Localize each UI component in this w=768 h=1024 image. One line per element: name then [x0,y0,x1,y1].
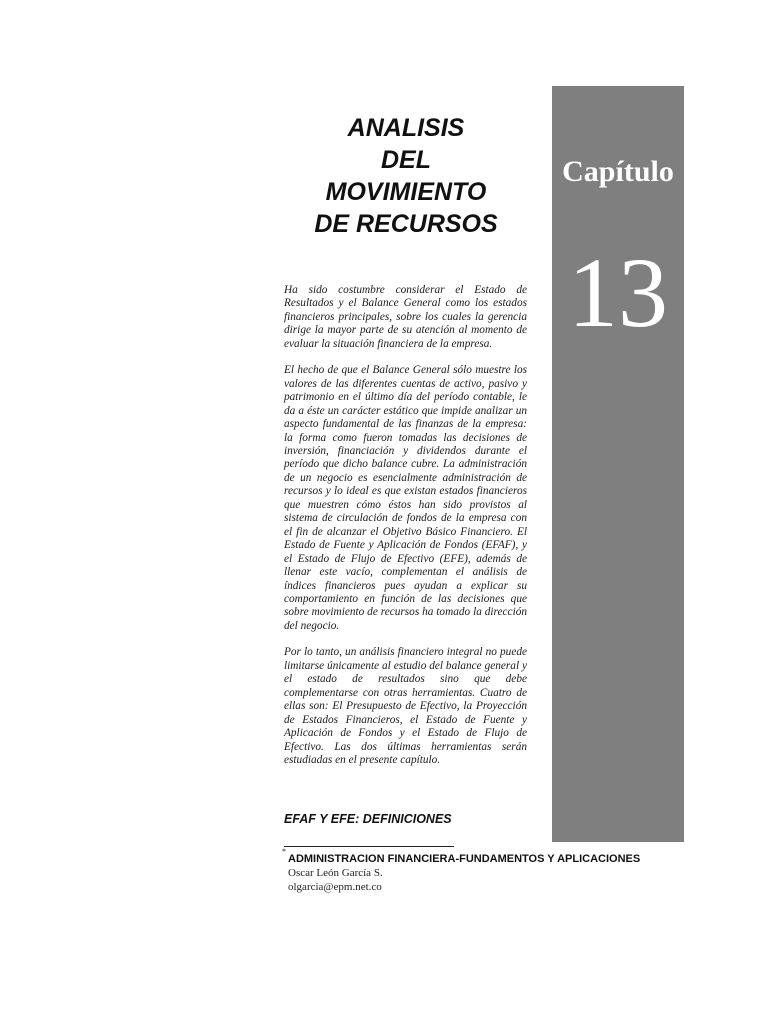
chapter-band [552,86,684,842]
paragraph: Por lo tanto, un análisis financiero integral no puede limitarse únicamente al estudio del balance general y el estado de resultados sino que debe complementarse con otras herramientas. Cuatro de ellas son: El Presupuesto de Efectivo, la Proyección de Estados Financieros, el Estado de Fuente y Aplicación de Fondos y el Estado de Flujo de Efectivo. Las dos últimas herramientas serán estudiadas en el presente capítulo. [284,646,527,766]
title-line: DE RECURSOS [314,210,498,238]
footnote-author: Oscar León García S. [288,867,383,879]
chapter-title [286,112,526,240]
title-line: DEL [381,146,431,174]
chapter-label: Capítulo [562,155,674,188]
body-text [284,284,527,780]
title-line: MOVIMIENTO [325,178,487,206]
footnote-book-title: ADMINISTRACION FINANCIERA-FUNDAMENTOS Y APLICACIONES [288,853,641,865]
chapter-number: 13 [568,237,668,348]
title-line: ANALISIS [347,114,465,142]
footnote-mark: * [282,847,286,856]
footnote-email: olgarcia@epm.net.co [288,881,382,893]
section-heading: EFAF Y EFE: DEFINICIONES [284,812,452,824]
footnote-divider [284,846,454,847]
paragraph: Ha sido costumbre considerar el Estado de Resultados y el Balance General como los estados financieros principales, sobre los cuales la gerencia dirige la mayor parte de su atención al momento de evaluar la situación financiera de la empresa. [284,284,527,350]
paragraph: El hecho de que el Balance General sólo muestre los valores de las diferentes cuentas de activo, pasivo y patrimonio en el último día del período contable, le da a éste un carácter estático que impide analizar un aspecto fundamental de las finanzas de la empresa: la forma como fueron tomadas las decisiones de inversión, financiación y dividendos durante el período que dicho balance cubre. La administración de un negocio es esencialmente administración de recursos y lo ideal es que existan estados financieros que muestren cómo éstos han sido provistos al sistema de circulación de fondos de la empresa con el fin de alcanzar el Objetivo Básico Financiero. El Estado de Fuente y Aplicación de Fondos (EFAF), y el Estado de Flujo de Efectivo (EFE), además de llenar este vacío, complementan el análisis de índices financieros pues ayudan a explicar su comportamiento en función de las decisiones que sobre movimiento de recursos ha tomado la dirección del negocio. [284,364,527,632]
